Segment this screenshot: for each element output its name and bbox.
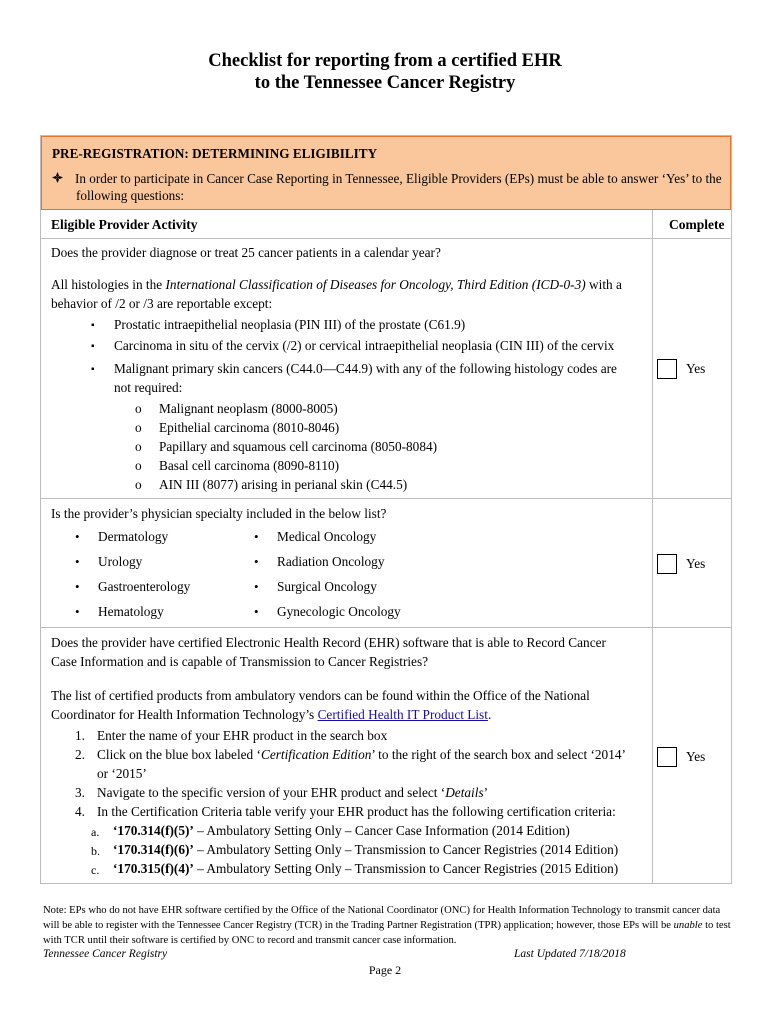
bullet-icon: • [254,554,259,569]
criterion-item: ‘170.315(f)(4)’ – Ambulatory Setting Only – Transmission to Cancer Registries (2015 Edition) [113,861,619,876]
row3-complete-checkbox[interactable] [657,747,677,767]
specialty-item: Gynecologic Oncology [277,604,401,619]
histology-item: Malignant neoplasm (8000-8005) [159,401,338,416]
sub-item-marker: o [135,458,142,473]
bullet-icon: • [254,579,259,594]
row-divider [41,498,731,499]
preregistration-text: In order to participate in Cancer Case Reporting in Tennessee, Eligible Providers (EPs) must be able to answer ‘Yes’ to the following questions: [75,171,722,203]
row2-yes-label: Yes [686,556,706,571]
sub-item-marker: o [135,477,142,492]
criterion-letter: c. [91,863,100,877]
column-header-activity: Eligible Provider Activity [51,217,198,232]
bullet-icon: • [75,554,80,569]
step-number: 3. [75,785,85,800]
specialty-item: Medical Oncology [277,529,377,544]
criterion-item: ‘170.314(f)(5)’ – Ambulatory Setting Only – Cancer Case Information (2014 Edition) [113,823,570,838]
row2-question: Is the provider’s physician specialty included in the below list? [51,506,387,521]
histology-item: AIN III (8077) arising in perianal skin (C44.5) [159,477,408,492]
row-divider [41,238,731,239]
preregistration-banner [41,136,731,210]
bullet-icon: • [75,529,80,544]
specialty-item: Dermatology [98,529,169,544]
criterion-letter: a. [91,825,100,839]
histology-item: Basal cell carcinoma (8090-8110) [159,458,340,473]
row3-list-line1: The list of certified products from ambulatory vendors can be found within the Office of the National [51,688,590,703]
bullet-icon: • [75,604,80,619]
row1-intro-line2: behavior of /2 or /3 are reportable except: [51,296,273,311]
step-number: 4. [75,804,85,819]
histology-item: Epithelial carcinoma (8010-8046) [159,420,340,435]
row1-question: Does the provider diagnose or treat 25 cancer patients in a calendar year? [51,245,441,260]
step-number: 2. [75,747,85,762]
specialty-item: Urology [98,554,143,569]
specialty-item: Gastroenterology [98,579,191,594]
row3-question-line2: Case Information and is capable of Transmission to Cancer Registries? [51,654,429,669]
criterion-letter: b. [91,844,100,858]
sub-item-marker: o [135,420,142,435]
row1-complete-checkbox[interactable] [657,359,677,379]
bullet-icon: • [75,579,80,594]
specialty-item: Radiation Oncology [277,554,385,569]
row1-yes-label: Yes [686,361,706,376]
bullet-icon: • [254,604,259,619]
exception-item-continued: not required: [114,380,183,395]
exception-item: Malignant primary skin cancers (C44.0—C44.9) with any of the following histology codes are [114,361,617,376]
column-divider [652,210,653,884]
sub-item-marker: o [135,401,142,416]
bullet-icon: • [254,529,259,544]
row-divider [41,627,731,628]
row1-intro: All histologies in the International Classification of Diseases for Oncology, Third Edition (ICD-0-3) with a [51,277,622,292]
certified-product-list-link[interactable]: Certified Health IT Product List [317,707,488,722]
square-bullet-icon: ▪ [91,341,95,352]
step-text: In the Certification Criteria table verify your EHR product has the following certification criteria: [97,804,616,819]
page-number: Page 2 [368,963,402,977]
specialty-item: Surgical Oncology [277,579,377,594]
footnote: Note: EPs who do not have EHR software certified by the Office of the National Coordinator (ONC) for Health Information Technology to transmit cancer data will be able to register with the Tennessee Cancer Registry (TCR) in the Trading Partner Registration (TPR) application; however, those EPs will be unable to test with TCR until their software is certified by ONC to record and transmit cancer case information. [43,905,731,946]
row3-yes-label: Yes [686,749,706,764]
histology-item: Papillary and squamous cell carcinoma (8050-8084) [159,439,438,454]
step-text: Enter the name of your EHR product in the search box [97,728,388,743]
document-title-line2: to the Tennessee Cancer Registry [254,73,516,93]
row2-complete-checkbox[interactable] [657,554,677,574]
diamond-bullet-icon [52,171,62,187]
specialty-item: Hematology [98,604,164,619]
exception-item: Prostatic intraepithelial neoplasia (PIN III) of the prostate (C61.9) [114,317,466,332]
row3-question-line1: Does the provider have certified Electronic Health Record (EHR) software that is able to Record Cancer [51,635,606,650]
step-text: Click on the blue box labeled ‘Certification Edition’ to the right of the search box and select ‘2014’ [97,747,626,762]
square-bullet-icon: ▪ [91,364,95,375]
criterion-item: ‘170.314(f)(6)’ – Ambulatory Setting Only – Transmission to Cancer Registries (2014 Edition) [113,842,619,857]
square-bullet-icon: ▪ [91,320,95,331]
row3-list-line2: Coordinator for Health Information Technology’s Certified Health IT Product List. [51,707,492,722]
step-text-continued: or ‘2015’ [97,766,147,781]
footer-organization: Tennessee Cancer Registry [43,948,168,960]
step-number: 1. [75,728,85,743]
footer-last-updated: Last Updated 7/18/2018 [514,948,626,960]
sub-item-marker: o [135,439,142,454]
document-title-line1: Checklist for reporting from a certified EHR [208,51,562,71]
exception-item: Carcinoma in situ of the cervix (/2) or cervical intraepithelial neoplasia (CIN III) of the cervix [114,338,615,353]
preregistration-heading: PRE-REGISTRATION: DETERMINING ELIGIBILITY [52,146,378,161]
column-header-complete: Complete [669,217,725,232]
checklist-table [40,135,732,884]
step-text: Navigate to the specific version of your EHR product and select ‘Details’ [97,785,489,800]
